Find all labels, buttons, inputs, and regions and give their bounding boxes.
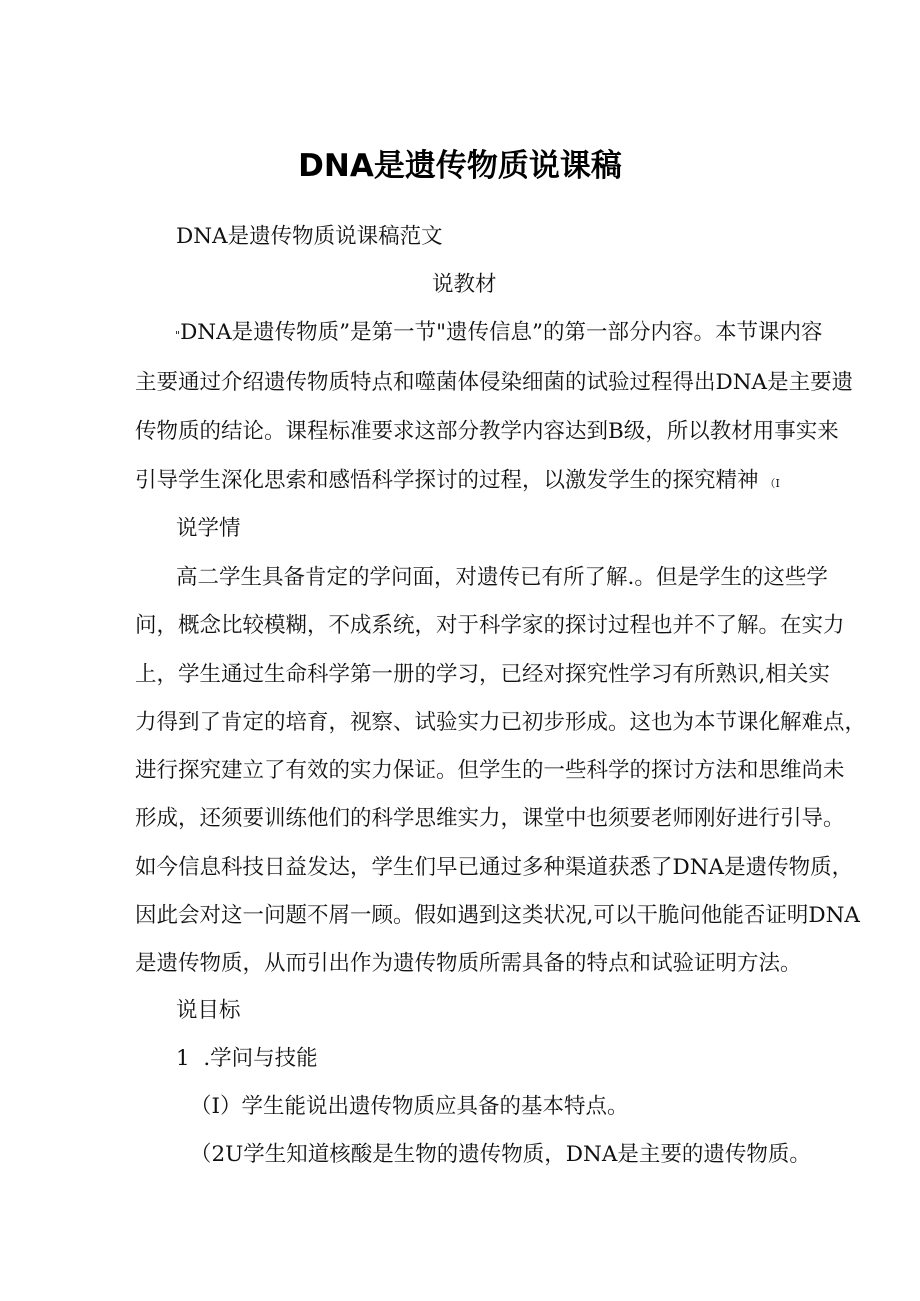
goals-sub-2: （2U学生知道核酸是生物的遗传物质，DNA是主要的遗传物质。 [190, 1142, 811, 1167]
students-line-9: 是遗传物质，从而引出作为遗传物质所需具备的特点和试验证明方法。 [135, 951, 802, 976]
goals-sub-1: （I）学生能说出遗传物质应具备的基本特点。 [190, 1094, 629, 1119]
textbook-line-1-text: DNA是遗传物质”是第一节"遗传信息”的第一部分内容。本节课内容 [180, 320, 823, 345]
students-line-6: 形成，还须要训练他们的科学思维实力，课堂中也须要老师刚好进行引导。 [135, 806, 845, 831]
textbook-line-4 [135, 466, 780, 499]
document-title: DNA是遗传物质说课稿 [298, 148, 622, 184]
students-line-7: 如今信息科技日益发达，学生们早已通过多种渠道获悉了DNA是遗传物质， [135, 855, 854, 880]
students-line-5: 进行探究建立了有效的实力保证。但学生的一些科学的探讨方法和思维尚未 [135, 758, 845, 783]
textbook-line-4-text: 引导学生深化思索和感悟科学探讨的过程，以激发学生的探究精神 [135, 468, 759, 493]
textbook-line-1 [175, 318, 823, 351]
heading-textbook: 说教材 [432, 272, 497, 297]
students-line-2: 问，概念比较模糊，不成系统，对于科学家的探讨过程也并不了解。在实力 [135, 613, 845, 638]
students-line-1: 高二学生具备肯定的学问面，对遗传已有所了解.。但是学生的这些学 [176, 565, 828, 590]
open-quote: " [175, 329, 181, 342]
goals-item-1: 1 .学问与技能 [176, 1046, 318, 1071]
textbook-line-3: 传物质的结论。课程标准要求这部分教学内容达到B级，所以教材用事实来 [135, 419, 839, 444]
textbook-line-2: 主要通过介绍遗传物质特点和噬菌体侵染细菌的试验过程得出DNA是主要遗 [135, 370, 854, 395]
heading-goals: 说目标 [176, 998, 241, 1023]
students-line-8: 因此会对这一问题不屑一顾。假如遇到这类状况,可以干脆问他能否证明DNA [135, 903, 860, 928]
textbook-line-4-tail: （I [764, 477, 780, 490]
students-line-4: 力得到了肯定的培育，视察、试验实力已初步形成。这也为本节课化解难点， [135, 710, 867, 735]
heading-students: 说学情 [176, 516, 241, 541]
students-line-3: 上，学生通过生命科学第一册的学习，已经对探究性学习有所熟识,相关实 [135, 662, 830, 687]
document-subtitle: DNA是遗传物质说课稿范文 [176, 224, 443, 249]
